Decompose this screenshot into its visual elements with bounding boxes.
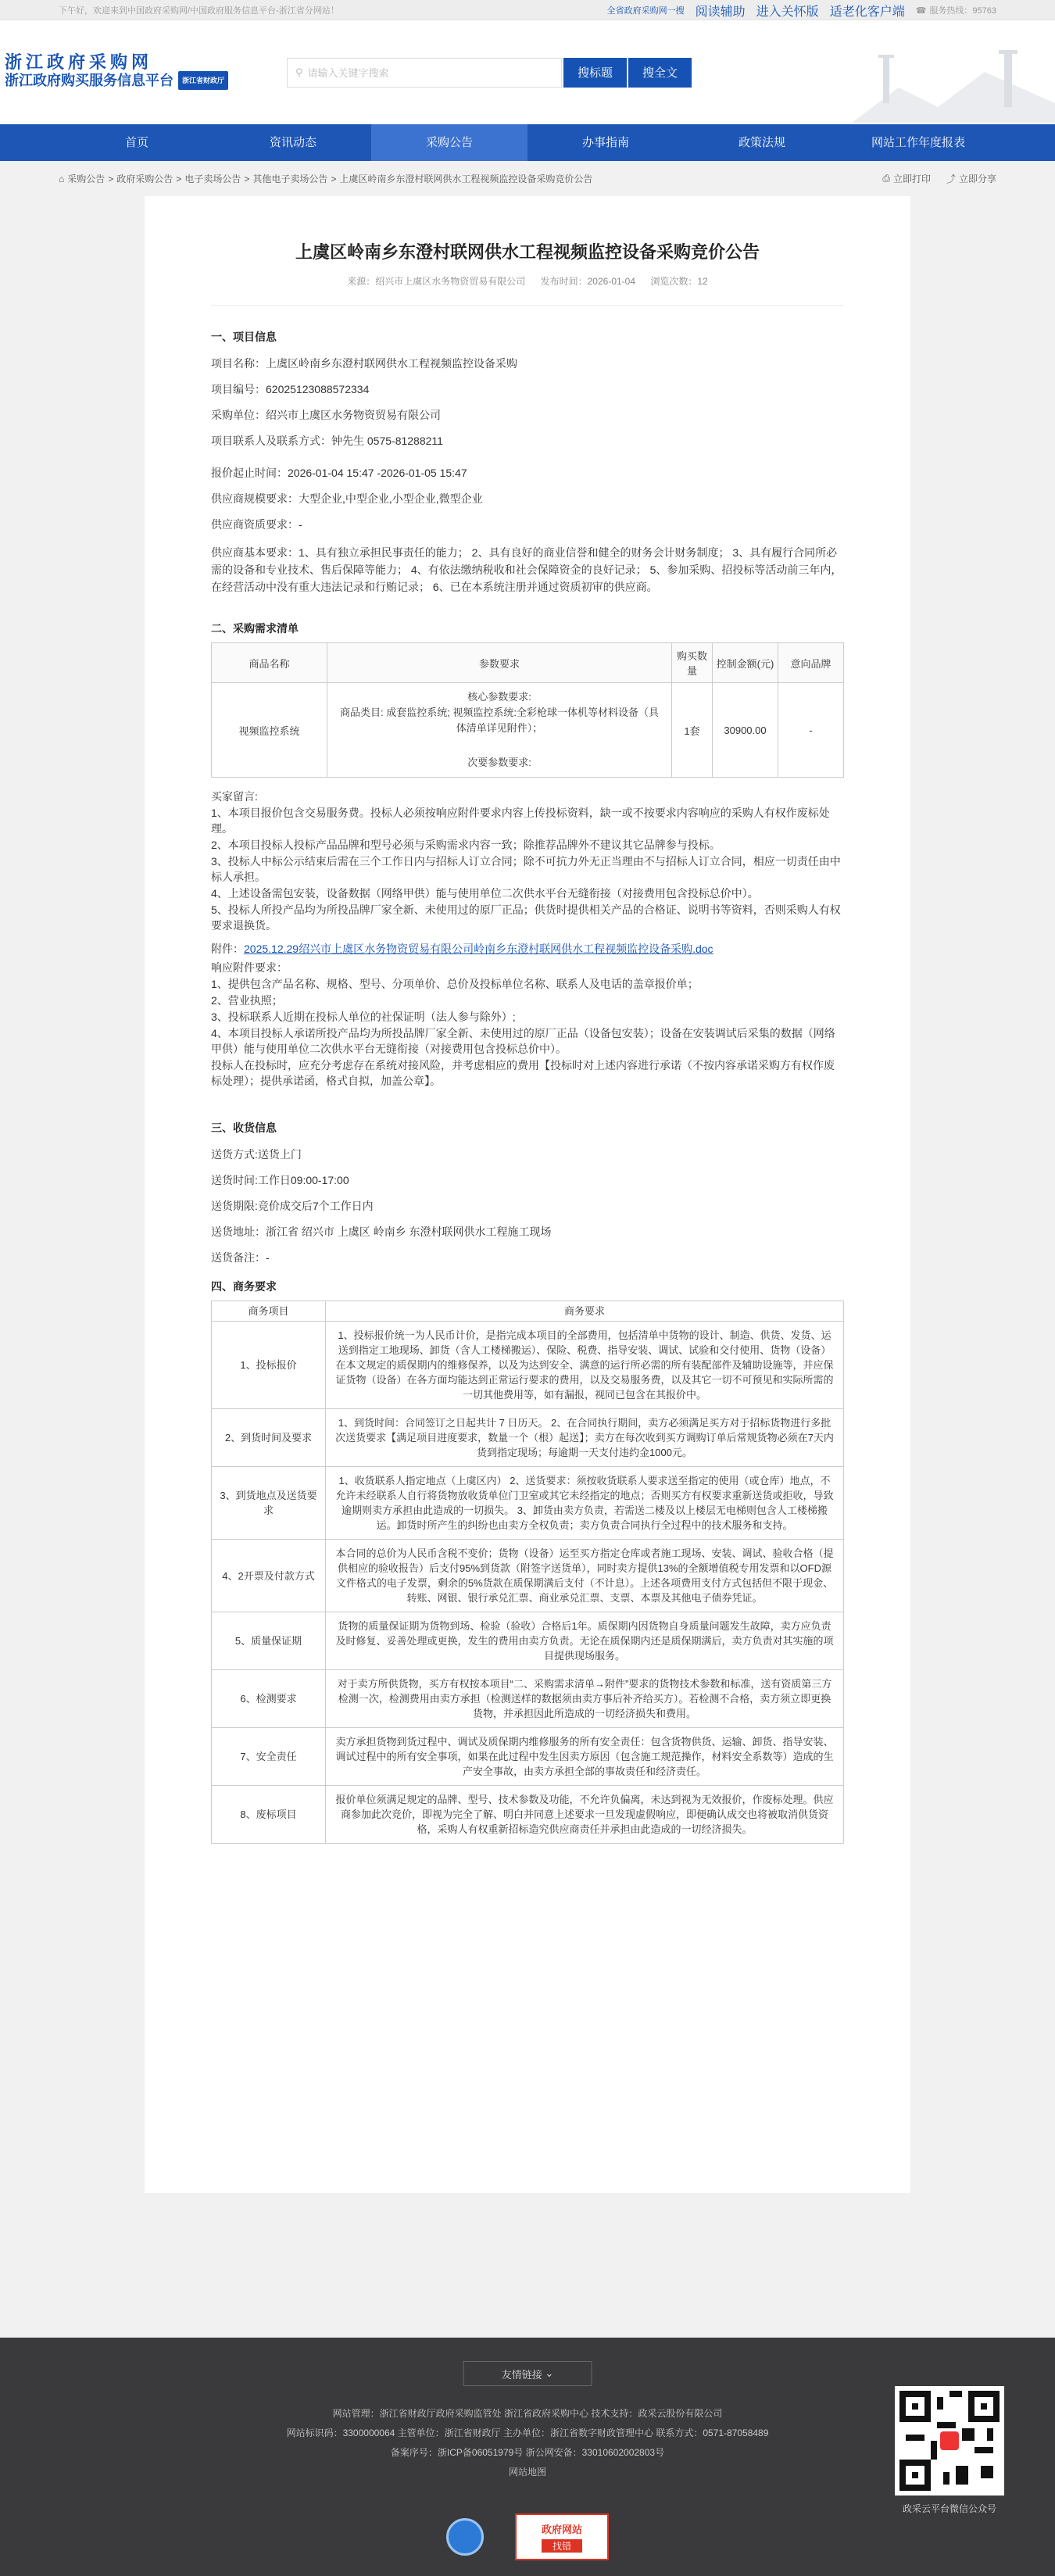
cell-requirement: 1、到货时间：合同签订之日起共计 7 日历天。 2、在合同执行期间，卖方必须满足买方对于招标货物进行多批次送货要求【满足项目进度要求，数量一个（根）起送】；卖方在每次收到买方调购订单后常规货物必须在7天内货到指定现场；每逾期一天支付违约金1000元。 [326, 1409, 844, 1467]
table-row [212, 1409, 844, 1467]
column-header: 商务项目 [212, 1301, 326, 1322]
share-button[interactable]: ⤴ 立即分享 [946, 174, 996, 184]
report-error-badge[interactable]: 政府网站 找错 [515, 2513, 609, 2560]
search-input[interactable]: ⚲ 请输入关键字搜索 [287, 58, 562, 88]
info-line: 供应商资质要求：- [211, 518, 302, 531]
meta-source: 来源：绍兴市上虞区水务物资贸易有限公司 [347, 276, 526, 287]
nav-annual-report[interactable]: 网站工作年度报表 [871, 136, 965, 149]
cell-item: 6、检测要求 [212, 1670, 326, 1728]
cell-product: 视频监控系统 [212, 683, 327, 778]
qr-label: 政采云平台微信公众号 [902, 2503, 996, 2514]
section-heading: 四、商务要求 [211, 1280, 277, 1293]
link-reading-aid[interactable]: 阅读辅助 [695, 5, 746, 19]
qr-code-icon [895, 2386, 1004, 2496]
cell-item: 8、废标项目 [212, 1786, 326, 1844]
column-header: 意向品牌 [778, 643, 844, 683]
search-fulltext-button[interactable]: 搜全文 [628, 58, 692, 88]
attachment-link[interactable]: 2025.12.29绍兴市上虞区水务物资贸易有限公司岭南乡东澄村联网供水工程视频监控设备采购.doc [244, 943, 713, 955]
cell-requirement: 1、收货联系人指定地点（上虞区内） 2、送货要求：须按收货联系人要求送至指定的使用（或仓库）地点，不允许未经联系人自行将货物放收货单位门卫室或其它未经指定的地点；否则买方有权要求重新送货或拒收，导致逾期则卖方承担由此造成的一切损失。 3、卸货由卖方负责，若需送二楼及以上楼层无电梯则包含人工楼梯搬运。卸货时所产生的纠纷也由卖方全权负责；卖方负责合同执行全过程中的技术服务和支持。 [326, 1467, 844, 1540]
link-search-all[interactable]: 全省政府采购网一搜 [606, 6, 685, 16]
info-line: 项目名称：上虞区岭南乡东澄村联网供水工程视频监控设备采购 [211, 357, 517, 370]
delivery-line: 送货期限:竞价成交后7个工作日内 [211, 1200, 374, 1212]
cell-requirement: 卖方承担货物到货过程中、调试及质保期内维修服务的所有安全责任：包含货物供货、运输、卸货、指导安装、调试过程中的所有安全事项，如果在此过程中发生因卖方原因（包含施工规范操作，材料安全系数等）造成的生产安全事故，由卖方承担全部的事故责任和经济责任。 [326, 1728, 844, 1786]
page-title: 上虞区岭南乡东澄村联网供水工程视频监控设备采购竞价公告 [295, 242, 760, 262]
cell-item: 5、质量保证期 [212, 1612, 326, 1670]
cell-requirement: 报价单位须满足规定的品牌、型号、技术参数及功能，不允许负偏离，未达到视为无效报价，作废标处理。供应商参加此次竞价，即视为完全了解、明白并同意上述要求一旦发现虚假响应，即便确认成交也将被取消供货资格，采购人有权重新招标造究供应商责任并承担由此造成的一切经济损失。 [326, 1786, 844, 1844]
logo-title: 浙江政府采购网 [5, 52, 153, 73]
cell-item: 4、2开票及付款方式 [212, 1540, 326, 1612]
cell-item: 7、安全责任 [212, 1728, 326, 1786]
column-header: 控制金额(元) [713, 643, 778, 683]
share-icon: ⤴ [946, 174, 956, 184]
cell-item: 2、到货时间及要求 [212, 1409, 326, 1467]
requirements-table [211, 642, 844, 778]
breadcrumb-current: 上虞区岭南乡东澄村联网供水工程视频监控设备采购竞价公告 [339, 174, 593, 184]
meta-views: 浏览次数：12 [650, 276, 708, 287]
delivery-line: 送货方式:送货上门 [211, 1148, 302, 1161]
table-row [212, 1322, 844, 1409]
table-row [212, 1612, 844, 1670]
nav-home[interactable]: 首页 [124, 136, 148, 149]
logo-subtitle: 浙江政府购买服务信息平台 [5, 73, 173, 89]
nav-guide[interactable]: 办事指南 [581, 136, 629, 149]
table-header-row [212, 1301, 844, 1322]
breadcrumb: ⌂ 采购公告 > 政府采购公告 > 电子卖场公告 > 其他电子卖场公告 > 上虞区岭南乡东澄村联网供水工程视频监控设备采购竞价公告 [59, 173, 593, 184]
search-title-button[interactable]: 搜标题 [563, 58, 627, 88]
table-row [212, 1467, 844, 1540]
attachment: 附件：2025.12.29绍兴市上虞区水务物资贸易有限公司岭南乡东澄村联网供水工程视频监控设备采购.doc [211, 943, 713, 955]
breadcrumb-bar [0, 161, 1055, 196]
footer-line: 网站标识码：3300000064 主管单位：浙江省财政厅 主办单位：浙江省数字财政管理中心 联系方式：0571-87058489 [286, 2428, 769, 2438]
column-header: 参数要求 [327, 643, 672, 683]
breadcrumb-item[interactable]: 政府采购公告 [116, 174, 173, 184]
link-care-version[interactable]: 进入关怀版 [756, 5, 819, 19]
column-header: 购买数量 [672, 643, 713, 683]
search-bar [287, 58, 692, 88]
article [145, 196, 910, 2193]
section-heading: 二、采购需求清单 [211, 622, 299, 635]
breadcrumb-item[interactable]: 电子卖场公告 [184, 174, 241, 184]
header-decoration-icon [852, 41, 1055, 123]
sitemap-link[interactable]: 网站地图 [508, 2467, 546, 2478]
nav-policy[interactable]: 政策法规 [738, 136, 785, 149]
cell-requirement: 1、投标报价统一为人民币计价，是指完成本项目的全部费用，包括清单中货物的设计、制造、供货、发货、运送到指定工地现场、卸货（含人工楼梯搬运）、保险、税费、指导安装、调试、试验和交付使用、货物（设备）在本文规定的质保期内的维修保养，以及为达到安全、满意的运行所必需的所有装配部件及辅助设施等，并应保证货物（设备）在各方面均能达到正常运行要求的费用，以及交易服务费，以及其它一切不可预见和实际所需的一切其他费用等，如有漏报，视同已包含在其报价中。 [326, 1322, 844, 1409]
response-requirements: 响应附件要求： 1、提供包含产品名称、规格、型号、分项单价、总价及投标单位名称、联系人及电话的盖章报价单； 2、营业执照； 3、投标联系人近期在投标人单位的社保证明（法人参与除外）; 4、本项目投标人承诺所投产品均为所投品牌厂家全新、未使用过的原厂正品（设备包安装）；设备在安装调试后采集的数据（网络甲供）能与使用单位二次供水平台无缝衔接（对接费用包含投标总价中）。 投标人在投标时，应充分考虑存在系统对接风险，并考虑相应的费用【投标时对上述内容进行承诺（不按内容承诺采购方有权作废标处理）；提供承诺函，格式自拟，加盖公章】。 [211, 961, 835, 1087]
search-icon: ⚲ [295, 66, 303, 78]
delivery-line: 送货时间:工作日09:00-17:00 [211, 1174, 349, 1186]
column-header: 商务要求 [326, 1301, 844, 1322]
meta-date: 发布时间：2026-01-04 [540, 276, 636, 287]
cell-item: 3、到货地点及送货要求 [212, 1467, 326, 1540]
table-row [212, 1786, 844, 1844]
top-bar [0, 0, 1055, 20]
cell-params: 核心参数要求: 商品类目: 成套监控系统; 视频监控系统:全彩枪球一体机等材料设备（具体清单详见附件）； 次要参数要求: [327, 683, 672, 778]
buyer-notes: 买家留言: 1、本项目报价包含交易服务费。投标人必须按响应附件要求内容上传投标资料，缺一或不按要求内容响应的采购人有权作废标处理。 2、本项目投标人投标产品品牌和型号必须与采购需求内容一致；除推荐品牌外不建议其它品牌参与投标。 3、投标人中标公示结束后需在三个工作日内与招标人订立合同；除不可抗力外无正当理由不与招标人订立合同，相应一切责任由中标人承担。 4、上述设备需包安装，设备数据（网络甲供）能与使用单位二次供水平台无缝衔接（对接费用包含投标总价中）。 5、投标人所投产品均为所投品牌厂家全新、未使用过的原厂正品；供货时提供相关产品的合格证、说明书等资料，否则采购人有权要求退换货。 [211, 790, 841, 932]
friend-links-dropdown[interactable]: 友情链接 ⌄ [463, 2361, 592, 2386]
table-row [212, 1670, 844, 1728]
home-icon: ⌂ [59, 173, 65, 184]
section-heading: 三、收货信息 [211, 1122, 277, 1134]
footer-line: 网站管理：浙江省财政厅政府采购监管处 浙江省政府采购中心 技术支持：政采云股份有限公司 [332, 2408, 723, 2419]
info-line: 项目编号：62025123088572334 [211, 383, 370, 395]
column-header: 商品名称 [212, 643, 327, 683]
cell-brand: - [778, 683, 844, 778]
nav-procurement[interactable]: 采购公告 [371, 124, 528, 161]
print-button[interactable]: ⎙ 立即打印 [882, 173, 931, 184]
breadcrumb-item[interactable]: 其他电子卖场公告 [252, 174, 328, 184]
supplier-requirements: 供应商基本要求：1、具有独立承担民事责任的能力； 2、具有良好的商业信誉和健全的财务会计财务制度； 3、具有履行合同所必需的设备和专业技术、售后保障等能力； 4、有依法缴纳税收和社会保障资金的良好记录； 5、参加采购、招投标等活动前三年内，在经营活动中没有重大违法记录和行贿记录； 6、已在本系统注册并通过资质初审的供应商。 [211, 546, 842, 593]
business-table [211, 1301, 844, 1844]
logo-tag: 浙江省财政厅 [178, 71, 228, 90]
delivery-line: 送货备注：- [211, 1251, 270, 1264]
welcome-text: 下午好，欢迎来到中国政府采购网/中国政府服务信息平台-浙江省分网站！ [59, 6, 339, 16]
cell-item: 1、投标报价 [212, 1322, 326, 1409]
table-row [212, 683, 844, 778]
phone-icon: ☎ [915, 5, 927, 16]
printer-icon: ⎙ [882, 173, 890, 184]
cell-amount: 30900.00 [713, 683, 778, 778]
info-line: 项目联系人及联系方式：钟先生 0575-81288211 [211, 435, 443, 447]
delivery-line: 送货地址：浙江省 绍兴市 上虞区 岭南乡 东澄村联网供水工程施工现场 [211, 1225, 552, 1238]
hotline: ☎ 服务热线：95763 [915, 5, 996, 16]
info-line: 采购单位：绍兴市上虞区水务物资贸易有限公司 [211, 409, 441, 421]
info-line: 报价起止时间：2026-01-04 15:47 -2026-01-05 15:47 [211, 467, 467, 479]
breadcrumb-item[interactable]: 采购公告 [67, 174, 106, 184]
party-badge-icon[interactable] [446, 2518, 484, 2556]
table-header-row [212, 643, 844, 683]
nav-news[interactable]: 资讯动态 [269, 136, 316, 149]
table-row [212, 1728, 844, 1786]
cell-requirement: 货物的质量保证期为货物到场、检验（验收）合格后1年。质保期内因货物自身质量问题发生故障，卖方应负责及时修复、妥善处理或更换，发生的费用由卖方负责。无论在质保期内还是质保期满后，卖方负责对其实施的项目提供现场服务。 [326, 1612, 844, 1670]
cell-requirement: 对于卖方所供货物，买方有权按本项目“二、采购需求清单→附件”要求的货物技术参数和标准，送有资质第三方检测一次，检测费用由卖方承担（检测送样的数据须由卖方事后补齐给买方）。若检测不合格，卖方须立即更换货物，并承担因此所造成的一切经济损失和费用。 [326, 1670, 844, 1728]
info-line: 供应商规模要求：大型企业,中型企业,小型企业,微型企业 [211, 492, 483, 505]
main-nav [0, 124, 1055, 161]
article-meta [211, 274, 844, 306]
footer-line: 备案序号：浙ICP备06051979号 浙公网安备：33010602002803号 [390, 2447, 665, 2458]
cell-requirement: 本合同的总价为人民币含税不变价；货物（设备）运至买方指定仓库或者施工现场、安装、调试、验收合格（提供相应的验收报告）后支付95%到货款（附签字送货单），同时卖方提供13%的全额增值税专用发票和以OFD源文件格式的电子发票，剩余的5%货款在质保期满后支付（不计息）。上述各项费用支付方式包括但不限于现金、转账、网银、银行承兑汇票、商业承兑汇票、支票、本票及其他电子债券凭证。 [326, 1540, 844, 1612]
chevron-down-icon: ⌄ [545, 2367, 554, 2379]
cell-qty: 1套 [672, 683, 713, 778]
link-elderly-client[interactable]: 适老化客户端 [829, 5, 905, 19]
table-row [212, 1540, 844, 1612]
header [0, 20, 1055, 124]
section-heading: 一、项目信息 [211, 331, 277, 343]
footer [0, 2338, 1055, 2576]
site-logo[interactable] [0, 53, 228, 91]
